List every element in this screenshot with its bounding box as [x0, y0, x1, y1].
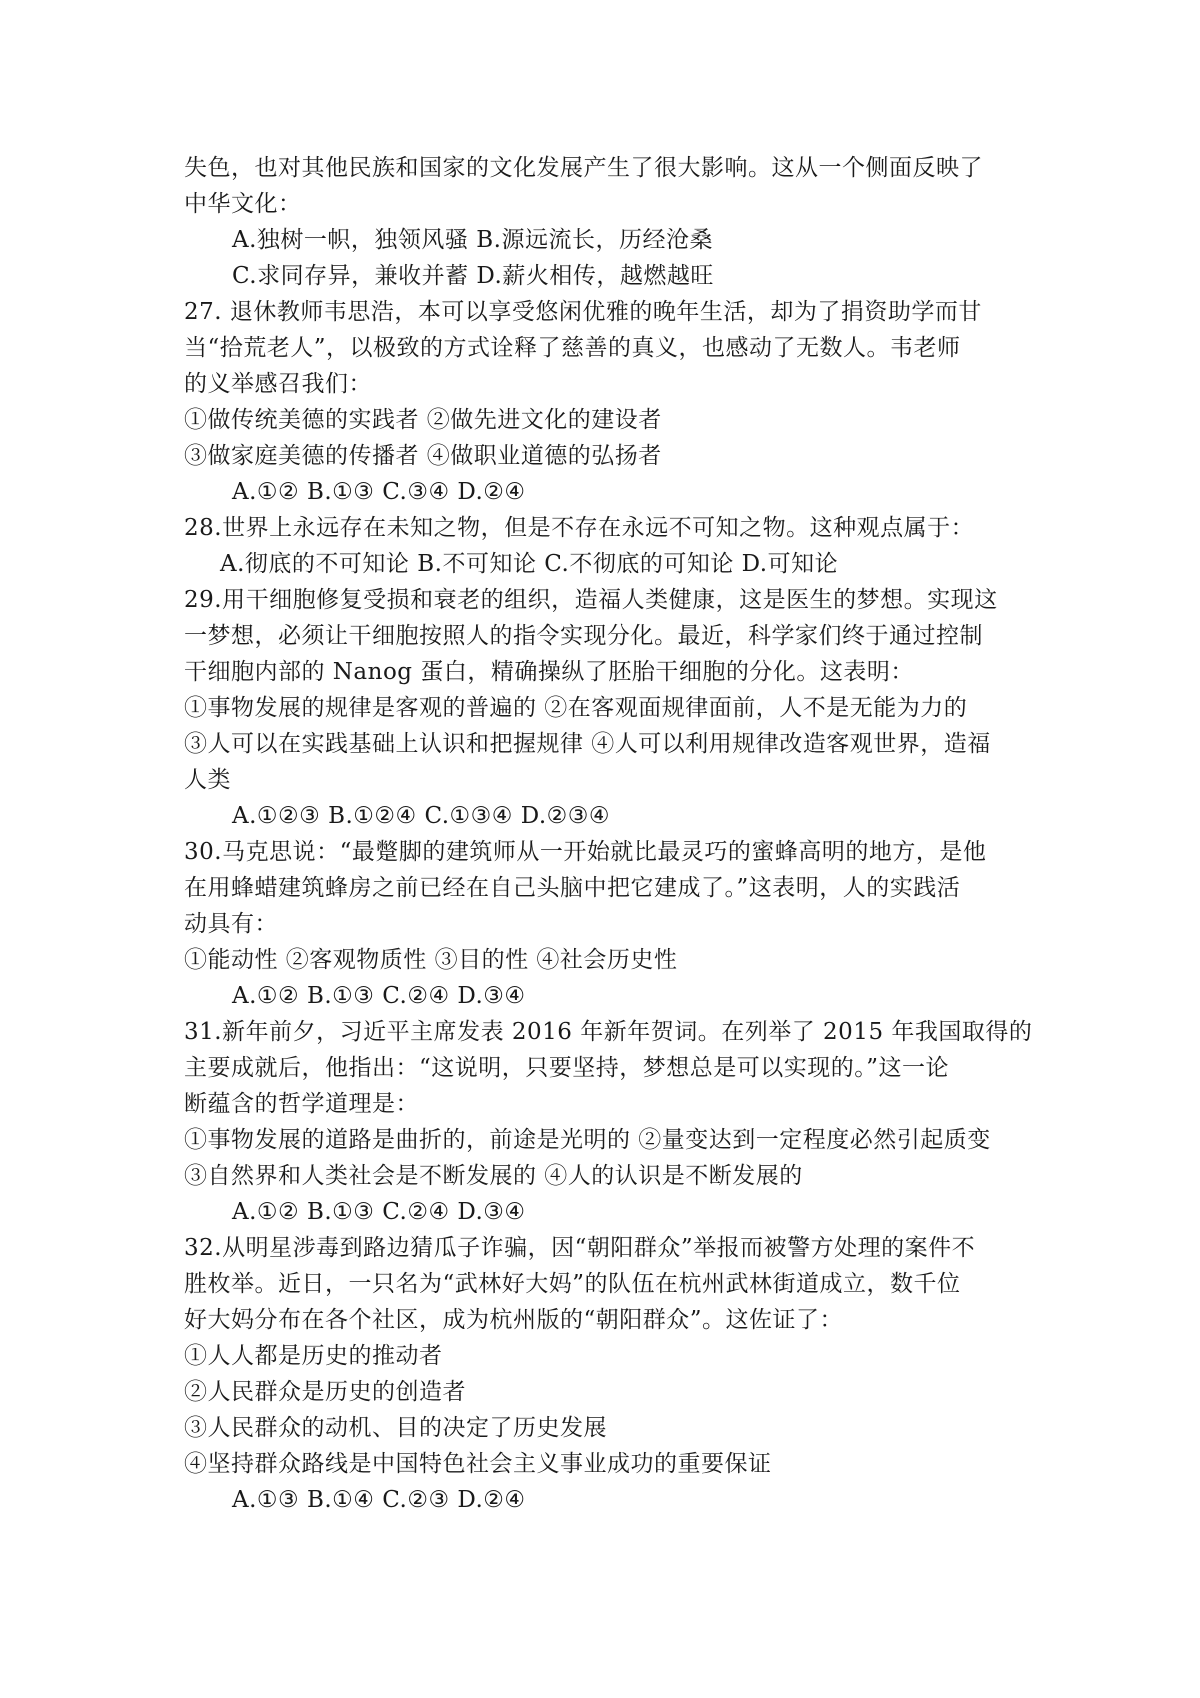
text-line: 29.用干细胞修复受损和衰老的组织，造福人类健康，这是医生的梦想。实现这 — [184, 587, 998, 613]
text-line: 人类 — [184, 767, 231, 793]
text-line: C.求同存异，兼收并蓄 D.薪火相传，越燃越旺 — [232, 263, 714, 289]
text-line: 干细胞内部的 Nanog 蛋白，精确操纵了胚胎干细胞的分化。这表明： — [184, 659, 914, 685]
text-line: ①事物发展的道路是曲折的，前途是光明的 ②量变达到一定程度必然引起质变 — [184, 1127, 991, 1153]
text-line: ②人民群众是历史的创造者 — [184, 1379, 466, 1405]
text-line: 的义举感召我们： — [184, 371, 372, 397]
text-line: 失色，也对其他民族和国家的文化发展产生了很大影响。这从一个侧面反映了 — [184, 155, 983, 181]
text-line: A.独树一帜，独领风骚 B.源远流长，历经沧桑 — [232, 227, 713, 253]
text-line: A.彻底的不可知论 B.不可知论 C.不彻底的可知论 D.可知论 — [220, 551, 839, 577]
text-line: A.①②③ B.①②④ C.①③④ D.②③④ — [232, 803, 611, 829]
text-line: ①做传统美德的实践者 ②做先进文化的建设者 — [184, 407, 662, 433]
text-line: ①人人都是历史的推动者 — [184, 1343, 443, 1369]
text-line: ③自然界和人类社会是不断发展的 ④人的认识是不断发展的 — [184, 1163, 803, 1189]
text-line: 一梦想，必须让干细胞按照人的指令实现分化。最近，科学家们终于通过控制 — [184, 623, 983, 649]
text-line: 30.马克思说：“最蹩脚的建筑师从一开始就比最灵巧的蜜蜂高明的地方，是他 — [184, 839, 987, 865]
text-line: A.①③ B.①④ C.②③ D.②④ — [232, 1487, 526, 1513]
text-line: 在用蜂蜡建筑蜂房之前已经在自己头脑中把它建成了。”这表明，人的实践活 — [184, 875, 961, 901]
text-line: 当“拾荒老人”，以极致的方式诠释了慈善的真义，也感动了无数人。韦老师 — [184, 335, 961, 361]
text-line: 胜枚举。近日，一只名为“武林好大妈”的队伍在杭州武林街道成立，数千位 — [184, 1271, 961, 1297]
text-line: ③人民群众的动机、目的决定了历史发展 — [184, 1415, 607, 1441]
text-line: ①事物发展的规律是客观的普遍的 ②在客观面规律面前，人不是无能为力的 — [184, 695, 968, 721]
text-line: 好大妈分布在各个社区，成为杭州版的“朝阳群众”。这佐证了： — [184, 1307, 844, 1333]
text-line: A.①② B.①③ C.②④ D.③④ — [232, 983, 526, 1009]
text-line: 动具有： — [184, 911, 278, 937]
document-page — [184, 150, 1033, 1518]
text-line: ①能动性 ②客观物质性 ③目的性 ④社会历史性 — [184, 947, 678, 973]
text-line: 中华文化： — [184, 191, 302, 217]
text-line: 31.新年前夕，习近平主席发表 2016 年新年贺词。在列举了 2015 年我国取得的 — [184, 1019, 1033, 1045]
text-line: ④坚持群众路线是中国特色社会主义事业成功的重要保证 — [184, 1451, 772, 1477]
text-line: 主要成就后，他指出：“这说明，只要坚持，梦想总是可以实现的。”这一论 — [184, 1055, 950, 1081]
text-line: ③人可以在实践基础上认识和把握规律 ④人可以利用规律改造客观世界，造福 — [184, 731, 991, 757]
text-line: A.①② B.①③ C.③④ D.②④ — [232, 479, 526, 505]
text-line: 27. 退休教师韦思浩，本可以享受悠闲优雅的晚年生活，却为了捐资助学而甘 — [184, 299, 982, 325]
text-line: A.①② B.①③ C.②④ D.③④ — [232, 1199, 526, 1225]
text-line: ③做家庭美德的传播者 ④做职业道德的弘扬者 — [184, 443, 662, 469]
text-line: 32.从明星涉毒到路边猜瓜子诈骗，因“朝阳群众”举报而被警方处理的案件不 — [184, 1235, 976, 1261]
text-line: 28.世界上永远存在未知之物，但是不存在永远不可知之物。这种观点属于： — [184, 515, 975, 541]
text-line: 断蕴含的哲学道理是： — [184, 1091, 419, 1117]
